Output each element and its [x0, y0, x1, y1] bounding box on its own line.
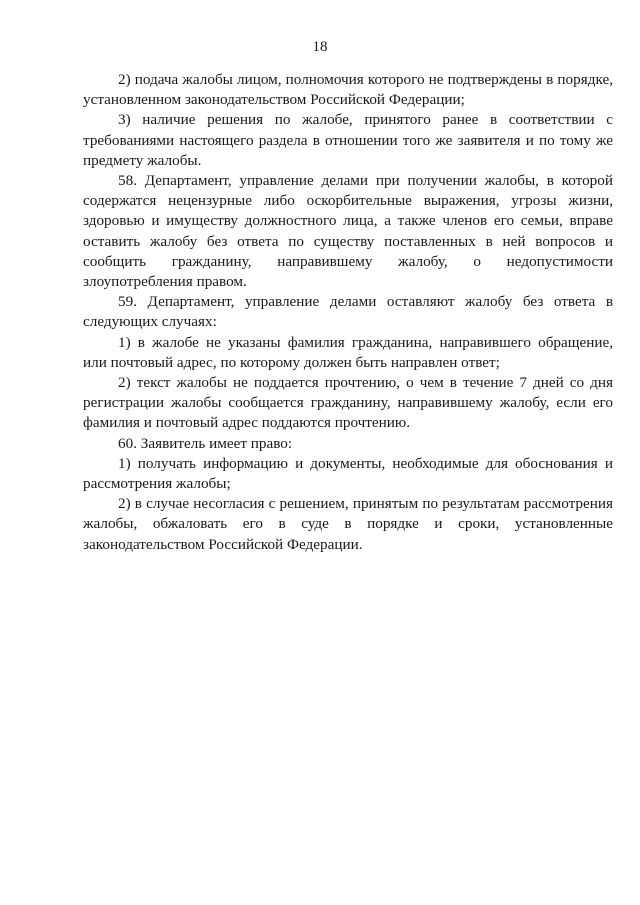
paragraph-59: 59. Департамент, управление делами оставляют жалобу без ответа в следующих случаях:: [83, 293, 613, 331]
paragraph-prior-decision: 3) наличие решения по жалобе, принятого ранее в соответствии с требованиями настоящего раздела в отношении того же заявителя и по тому же предмету жалобы.: [83, 111, 613, 169]
paragraph-59-item-2: 2) текст жалобы не поддается прочтению, о чем в течение 7 дней со дня регистрации жалобы сообщается гражданину, направившему жалобу, если его фамилия и почтовый адрес поддаются прочтению.: [83, 374, 613, 432]
paragraph-60-item-2: 2) в случае несогласия с решением, принятым по результатам рассмотрения жалобы, обжаловать его в суде в порядке и сроки, установленные законодательством Российской Федерации.: [83, 495, 613, 553]
paragraph-60: 60. Заявитель имеет право:: [118, 434, 293, 452]
paragraph-59-item-1: 1) в жалобе не указаны фамилия гражданина, направившего обращение, или почтовый адрес, по которому должен быть направлен ответ;: [83, 333, 613, 371]
paragraph-58: 58. Департамент, управление делами при получении жалобы, в которой содержатся нецензурные либо оскорбительные выражения, угрозы жизни, здоровью и имуществу должностного лица, а также членов его семьи, вправе оставить жалобу без ответа по существу поставленных в ней вопросов и сообщить гражданину, направившему жалобу, о недопустимости злоупотребления правом.: [83, 172, 613, 291]
paragraph-60-item-1: 1) получать информацию и документы, необходимые для обоснования и рассмотрения жалобы;: [83, 454, 613, 493]
page-number: 18: [312, 39, 328, 55]
paragraph-complaint-authority: 2) подача жалобы лицом, полномочия которого не подтверждены в порядке, установленном законодательством Российской Федерации;: [83, 71, 613, 109]
document-body: [83, 70, 613, 555]
